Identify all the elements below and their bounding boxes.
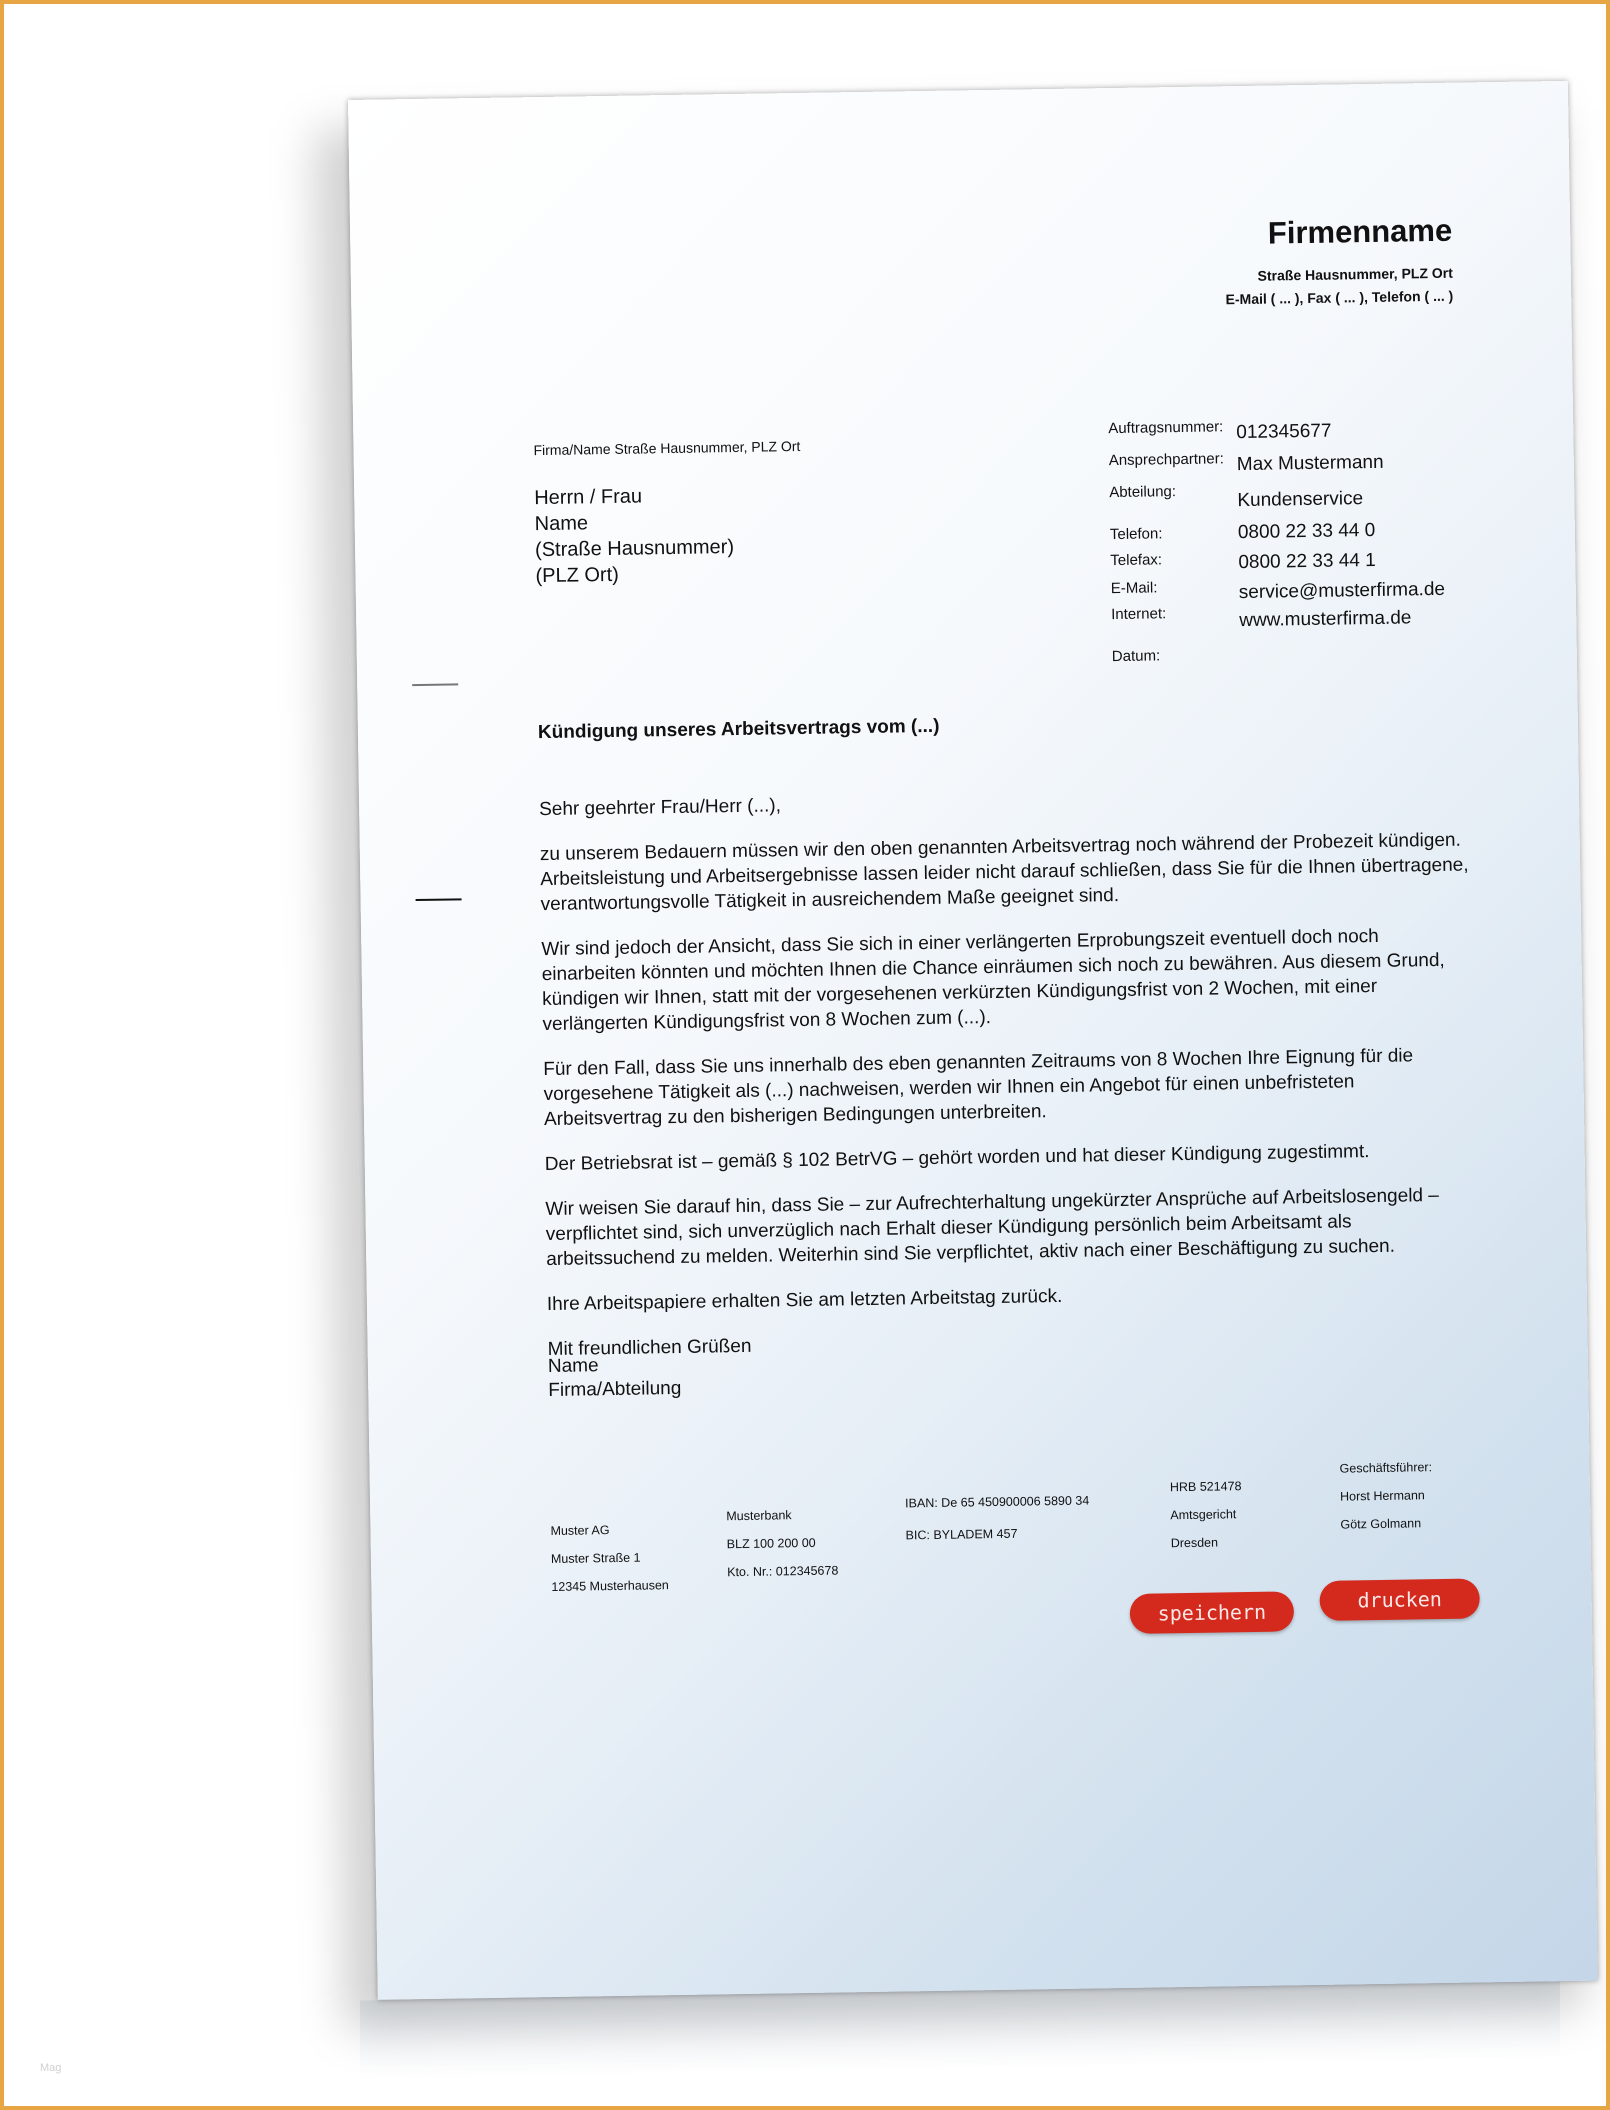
footer-line: Dresden	[1170, 1535, 1219, 1551]
info-value: 0800 22 33 44 0	[1237, 519, 1376, 544]
body-paragraph: Für den Fall, dass Sie uns innerhalb des eben genannten Zeitraums von 8 Wochen Ihre Eignung für die vorgesehene Tätigkeit als (...) nachweisen, werden wir Ihnen ein Angebot für einen unbefristeten Arbeitsvertrag zu den bisherigen Bedingungen unterbreiten.	[543, 1045, 1414, 1131]
footer-company	[550, 1515, 669, 1601]
body-paragraph: Ihre Arbeitspapiere erhalten Sie am letzten Arbeitstag zurück.	[546, 1285, 1063, 1316]
info-label: Internet:	[1111, 605, 1167, 624]
punch-mark	[416, 898, 462, 901]
footer-line: 12345 Musterhausen	[551, 1578, 669, 1594]
info-value: 012345677	[1236, 420, 1332, 444]
info-label: E-Mail:	[1110, 579, 1158, 598]
footer-line: BLZ 100 200 00	[726, 1535, 816, 1552]
info-value: Max Mustermann	[1236, 451, 1384, 476]
signature-department: Firma/Abteilung	[548, 1377, 682, 1402]
company-address: Straße Hausnummer, PLZ Ort	[1257, 264, 1453, 284]
recipient-street: (Straße Hausnummer)	[534, 535, 735, 562]
footer-line: Geschäftsführer:	[1339, 1460, 1433, 1476]
info-label: Telefax:	[1110, 551, 1163, 570]
recipient-name: Name	[534, 512, 589, 536]
footer-line: Horst Hermann	[1339, 1488, 1425, 1504]
sender-line: Firma/Name Straße Hausnummer, PLZ Ort	[533, 437, 801, 459]
footer-iban	[905, 1485, 1090, 1552]
info-value: 0800 22 33 44 1	[1238, 549, 1376, 574]
footer-line: HRB 521478	[1169, 1479, 1242, 1495]
body-paragraph: Wir weisen Sie darauf hin, dass Sie – zur Aufrechterhaltung ungekürzter Ansprüche auf Arbeitslosengeld – verpflichtet sind, sich unverzüglich nach Erhalt dieser Kündigung persönlich beim Arbeitsamt als arbeitssuchend zu melden. Weiterhin sind Sie verpflichtet, aktiv nach einer Beschäftigung zu suchen.	[545, 1185, 1440, 1271]
footer-bank	[726, 1500, 839, 1586]
signature-block	[548, 1353, 682, 1403]
fold-mark	[412, 683, 458, 686]
body-paragraph: Wir sind jedoch der Ansicht, dass Sie sich in einer verlängerten Erprobungszeit eventuell doch noch einarbeiten könnten und möchten Ihnen die Chance einräumen sich noch zu bewähren. Aus diesem Grund, kündigen wir Ihnen, statt mit der vorgesehenen verkürzten Kündigungsfrist von 2 Wochen, mit einer verlängerten Kündigungsfrist von 8 Wochen zum (...).	[541, 925, 1445, 1036]
info-value: Kundenservice	[1237, 488, 1364, 512]
info-label: Telefon:	[1109, 525, 1163, 544]
recipient-salutation: Herrn / Frau	[534, 485, 643, 510]
company-name: Firmenname	[1267, 212, 1453, 251]
footer-line: Muster AG	[550, 1523, 610, 1538]
company-contact: E-Mail ( ... ), Fax ( ... ), Telefon ( ... )	[1225, 287, 1454, 308]
footer-line: Amtsgericht	[1170, 1507, 1237, 1523]
letter-body	[540, 827, 1478, 1382]
info-label: Datum:	[1111, 647, 1161, 666]
letter-page	[348, 81, 1598, 2000]
footer-management	[1339, 1453, 1433, 1538]
letter-salutation: Sehr geehrter Frau/Herr (...),	[539, 795, 782, 821]
save-button[interactable]: speichern	[1130, 1591, 1295, 1634]
info-row-date	[1112, 637, 1532, 676]
info-label: Ansprechpartner:	[1108, 450, 1224, 470]
footer-line: BIC: BYLADEM 457	[905, 1526, 1018, 1543]
letter-closing: Mit freundlichen Grüßen	[547, 1335, 752, 1361]
info-value: service@musterfirma.de	[1238, 578, 1446, 604]
signature-name: Name	[547, 1355, 599, 1378]
info-label: Auftragsnummer:	[1108, 418, 1224, 438]
footer-line: IBAN: De 65 450900006 5890 34	[905, 1493, 1090, 1511]
info-value: www.musterfirma.de	[1239, 607, 1412, 632]
body-paragraph: Der Betriebsrat ist – gemäß § 102 BetrVG – gehört worden und hat dieser Kündigung zugestimmt.	[544, 1141, 1370, 1176]
footer-line: Musterbank	[726, 1508, 792, 1524]
body-paragraph: zu unserem Bedauern müssen wir den oben genannten Arbeitsvertrag noch während der Probezeit kündigen. Arbeitsleistung und Arbeitsergebnisse lassen leider nicht darauf schließen, dass Sie für die Ihnen übertragene, verantwortungsvolle Tätigkeit in ausreichendem Maße geeignet sind.	[539, 829, 1469, 916]
info-label: Abteilung:	[1109, 483, 1177, 502]
footer-register	[1170, 1472, 1243, 1557]
watermark: Mag	[40, 2062, 62, 2074]
print-button[interactable]: drucken	[1319, 1578, 1480, 1621]
recipient-city: (PLZ Ort)	[535, 563, 620, 588]
footer-line: Kto. Nr.: 012345678	[727, 1563, 839, 1580]
letter-subject: Kündigung unseres Arbeitsvertrags vom (...)	[537, 715, 940, 744]
footer-line: Götz Golmann	[1340, 1516, 1422, 1532]
footer-line: Muster Straße 1	[550, 1550, 641, 1566]
recipient-address	[534, 482, 735, 589]
info-block	[1108, 414, 1532, 677]
